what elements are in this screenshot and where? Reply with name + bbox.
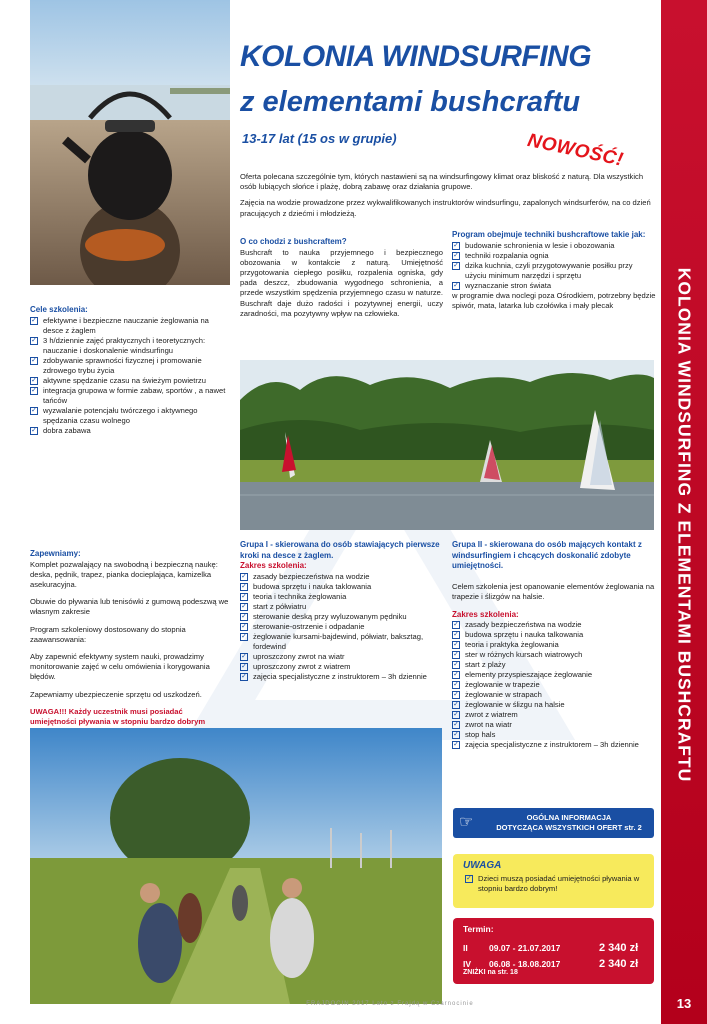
checkbox-icon: ✓ bbox=[453, 661, 459, 669]
checkbox-icon: ✓ bbox=[31, 426, 37, 434]
new-badge: NOWOŚĆ! bbox=[525, 130, 626, 171]
turn-dates: 06.08 - 18.08.2017 bbox=[489, 959, 561, 969]
list-item: ✓ 3 h/dziennie zajęć praktycznych i teoretycznych: nauczanie i doskonalenie windsurfingu bbox=[31, 335, 206, 355]
dates-heading: Termin: bbox=[463, 924, 494, 934]
group-1-section bbox=[240, 540, 444, 682]
list-item: ✓ żeglowanie kursami-bajdewind, półwiatr, baksztag, fordewind bbox=[241, 631, 424, 651]
provide-paragraph-4: Aby zapewnić efektywny system nauki, prowadzimy monitorowanie zajęć w celu omówienia i korygowania błędów. bbox=[30, 651, 210, 682]
list-item: ✓ zdobywanie sprawności fizycznej i promowanie zdrowego trybu życia bbox=[31, 355, 202, 375]
list-item: ✓ dobra zabawa bbox=[31, 425, 91, 435]
intro-section bbox=[240, 172, 654, 219]
checkbox-icon: ✓ bbox=[453, 241, 459, 249]
notice-heading: UWAGA bbox=[463, 860, 502, 871]
group-2-list bbox=[452, 620, 656, 750]
checkbox-icon: ✓ bbox=[453, 681, 459, 689]
pointing-hand-icon: ☞ bbox=[459, 814, 474, 831]
provide-paragraph-5: Zapewniamy ubezpieczenie sprzętu od uszkodzeń. bbox=[30, 689, 202, 699]
list-item: ✓ zasady bezpieczeństwa na wodzie bbox=[453, 620, 582, 630]
turn-label: II bbox=[463, 943, 468, 953]
kettle-photo bbox=[30, 0, 230, 285]
provide-paragraph-2: Obuwie do pływania lub tenisówki z gumową podeszwą we własnym zakresie bbox=[30, 597, 229, 617]
checkbox-icon: ✓ bbox=[31, 356, 37, 364]
checkbox-icon: ✓ bbox=[241, 592, 247, 600]
checkbox-icon: ✓ bbox=[453, 691, 459, 699]
list-item: ✓ żeglowanie w strapach bbox=[453, 690, 542, 700]
turn-dates: 09.07 - 21.07.2017 bbox=[489, 943, 561, 953]
checkbox-icon: ✓ bbox=[241, 652, 247, 660]
age-group-subtitle: 13-17 lat (15 os w grupie) bbox=[242, 131, 397, 146]
group-2-section bbox=[452, 540, 656, 750]
checkbox-icon: ✓ bbox=[453, 641, 459, 649]
checkbox-icon: ✓ bbox=[241, 572, 247, 580]
list-item: ✓ zwrot z wiatrem bbox=[453, 710, 518, 720]
provide-section bbox=[30, 549, 230, 728]
bushcraft-text: Bushcraft to nauka przyjemnego i bezpiecznego obozowania w kontakcie z naturą. Umiejętność przygotowania ciepłego posiłku, rozpalenia ogniska, gdy pada deszcz, zbudowania wygodnego schronienia, a przede wszystkim spędzenia przyjemnego czasu w naturze. Buschraft daje dużo radości i pozytywnej energii, uczy zaradności, ma pozytywny wpływ na człowieka. bbox=[240, 247, 443, 318]
techniques-heading: Program obejmuje techniki bushcraftowe takie jak: bbox=[452, 230, 646, 239]
list-item: ✓ start z półwiatru bbox=[241, 601, 307, 611]
goals-list bbox=[30, 316, 230, 436]
list-item: ✓ elementy przyspieszające żeglowanie bbox=[453, 670, 593, 680]
list-item: ✓ start z plaży bbox=[453, 660, 506, 670]
checkbox-icon: ✓ bbox=[453, 261, 459, 269]
list-item: ✓ techniki rozpalania ognia bbox=[453, 250, 549, 260]
goals-heading: Cele szkolenia: bbox=[30, 305, 88, 314]
list-item: ✓ budowanie schronienia w lesie i obozowania bbox=[453, 240, 615, 250]
list-item: ✓ zasady bezpieczeństwa na wodzie bbox=[241, 571, 370, 581]
checkbox-icon: ✓ bbox=[453, 281, 459, 289]
list-item: ✓ wyznaczanie stron świata bbox=[453, 280, 552, 290]
notice-box bbox=[453, 854, 654, 908]
list-item: ✓ sterowanie deską przy wyluzowanym pędniku bbox=[241, 611, 407, 621]
checkbox-icon: ✓ bbox=[453, 741, 459, 749]
checkbox-icon: ✓ bbox=[31, 406, 37, 414]
bushcraft-heading: O co chodzi z bushcraftem? bbox=[240, 237, 347, 246]
page-title-line2: z elementami bushcraftu bbox=[240, 86, 581, 118]
checkbox-icon: ✓ bbox=[31, 376, 37, 384]
list-item: ✓ Dzieci muszą posiadać umiejętności pływania w stopniu bardzo dobrym! bbox=[466, 874, 640, 893]
checkbox-icon: ✓ bbox=[453, 731, 459, 739]
page-number: 13 bbox=[676, 996, 692, 1011]
list-item: ✓ wyzwalanie potencjału twórczego i aktywnego spędzania czasu wolnego bbox=[31, 405, 198, 425]
checkbox-icon: ✓ bbox=[241, 582, 247, 590]
checkbox-icon: ✓ bbox=[31, 386, 37, 394]
checkbox-icon: ✓ bbox=[453, 251, 459, 259]
notice-list bbox=[465, 874, 645, 894]
bushcraft-section bbox=[240, 237, 443, 319]
discount-link[interactable]: ZNIŻKI na str. 18 bbox=[463, 969, 518, 976]
list-item: ✓ efektywne i bezpieczne nauczanie żeglowania na desce z żaglem bbox=[31, 315, 209, 335]
provide-heading: Zapewniamy: bbox=[30, 549, 81, 558]
checkbox-icon: ✓ bbox=[31, 336, 37, 344]
checkbox-icon: ✓ bbox=[466, 875, 472, 882]
list-item: ✓ żeglowanie w ślizgu na halsie bbox=[453, 700, 565, 710]
list-item: ✓ integracja grupowa w formie zabaw, sportów , a nawet tańców bbox=[31, 385, 226, 405]
intro-paragraph-2: Zajęcia na wodzie prowadzone przez wykwalifikowanych instruktorów windsurfingu, zapalonych windsurferów, na co dzień pracujących z dziećmi i młodzieżą. bbox=[240, 198, 651, 218]
list-item: ✓ budowa sprzętu i nauka talkowania bbox=[453, 630, 584, 640]
list-item: ✓ zajęcia specjalistyczne z instruktorem – 3h dziennie bbox=[453, 740, 639, 750]
list-item: ✓ ster w różnych kursach wiatrowych bbox=[453, 650, 583, 660]
checkbox-icon: ✓ bbox=[241, 672, 247, 680]
general-info-banner[interactable] bbox=[453, 808, 654, 838]
checkbox-icon: ✓ bbox=[453, 701, 459, 709]
list-item: ✓ sterowanie-ostrzenie i odpadanie bbox=[241, 621, 365, 631]
intro-paragraph-1: Oferta polecana szczególnie tym, których nastawieni są na windsurfingowy klimat oraz bliskość z naturą. Dla wszystkich osób lubiących słońce i plażę, dobrą zabawę oraz działania grupowe. bbox=[240, 172, 644, 192]
general-info-line1: OGÓLNA INFORMACJA bbox=[526, 813, 612, 822]
list-item: ✓ stop hals bbox=[453, 730, 496, 740]
windsurfing-photo bbox=[240, 360, 654, 530]
checkbox-icon: ✓ bbox=[453, 721, 459, 729]
turn-label: IV bbox=[463, 959, 472, 969]
turn-price: 2 340 zł bbox=[599, 958, 639, 970]
techniques-list bbox=[452, 241, 656, 291]
side-banner bbox=[661, 0, 707, 1024]
group-2-subheading: Zakres szkolenia: bbox=[452, 609, 519, 619]
footer-text: FRAJDOCIN 2017 Lato z Frajdą w Czarnocinie bbox=[306, 1001, 474, 1007]
checkbox-icon: ✓ bbox=[241, 632, 247, 640]
techniques-note: w programie dwa noclegi poza Ośrodkiem, potrzebny będzie spiwór, mata, latarka lub czołówka i mały plecak bbox=[452, 290, 656, 310]
checkbox-icon: ✓ bbox=[241, 622, 247, 630]
general-info-line2: DOTYCZĄCA WSZYSTKICH OFERT str. 2 bbox=[496, 823, 642, 832]
checkbox-icon: ✓ bbox=[453, 711, 459, 719]
goals-section bbox=[30, 305, 230, 436]
list-item: ✓ zwrot na wiatr bbox=[453, 720, 512, 730]
provide-paragraph-3: Program szkoleniowy dostosowany do stopnia zaawansowania: bbox=[30, 624, 186, 644]
group-2-heading: Grupa II - skierowana do osób mających kontakt z windsurfingiem i chcących doskonalić zdobyte umiejętności. bbox=[452, 540, 642, 570]
turn-price: 2 340 zł bbox=[599, 942, 639, 954]
checkbox-icon: ✓ bbox=[31, 316, 37, 324]
hiking-photo bbox=[30, 728, 442, 1004]
group-1-subheading: Zakres szkolenia: bbox=[240, 561, 307, 570]
group-2-goal: Celem szkolenia jest opanowanie elementów żeglowania na trapezie i ślizgów na halsie. bbox=[452, 581, 655, 601]
checkbox-icon: ✓ bbox=[241, 612, 247, 620]
list-item: ✓ żeglowanie w trapezie bbox=[453, 680, 540, 690]
group-1-heading: Grupa I - skierowana do osób stawiających pierwsze kroki na desce z żaglem. bbox=[240, 540, 440, 560]
side-banner-title: KOLONIA WINDSURFING Z ELEMENTAMI BUSHCRAFTU bbox=[674, 267, 695, 783]
page-title: KOLONIA WINDSURFING bbox=[240, 40, 592, 73]
checkbox-icon: ✓ bbox=[453, 651, 459, 659]
swimming-warning: UWAGA!!! Każdy uczestnik musi posiadać umiejętności pływania w stopniu bardzo dobrym bbox=[30, 706, 206, 727]
list-item: ✓ budowa sprzętu i nauka taklowania bbox=[241, 581, 372, 591]
provide-paragraph-1: Komplet pozwalający na swobodną i bezpieczną naukę: deska, pędnik, trapez, pianka docieplająca, kamizelka asekuracyjna. bbox=[30, 559, 218, 589]
list-item: ✓ teoria i technika żeglowania bbox=[241, 591, 347, 601]
checkbox-icon: ✓ bbox=[241, 602, 247, 610]
checkbox-icon: ✓ bbox=[241, 662, 247, 670]
list-item: ✓ uproszczony zwrot na wiatr bbox=[241, 651, 345, 661]
list-item: ✓ aktywne spędzanie czasu na świeżym powietrzu bbox=[31, 375, 206, 385]
list-item: ✓ dzika kuchnia, czyli przygotowywanie posiłku przy użyciu minimum narzędzi i sprzętu bbox=[453, 260, 633, 280]
group-1-list bbox=[240, 572, 444, 682]
checkbox-icon: ✓ bbox=[453, 631, 459, 639]
techniques-section bbox=[452, 230, 656, 311]
list-item: ✓ zajęcia specjalistyczne z instruktorem – 3h dziennie bbox=[241, 671, 427, 681]
checkbox-icon: ✓ bbox=[453, 671, 459, 679]
list-item: ✓ uproszczony zwrot z wiatrem bbox=[241, 661, 351, 671]
checkbox-icon: ✓ bbox=[453, 621, 459, 629]
dates-prices-box bbox=[453, 918, 654, 984]
list-item: ✓ teoria i praktyka żeglowania bbox=[453, 640, 559, 650]
